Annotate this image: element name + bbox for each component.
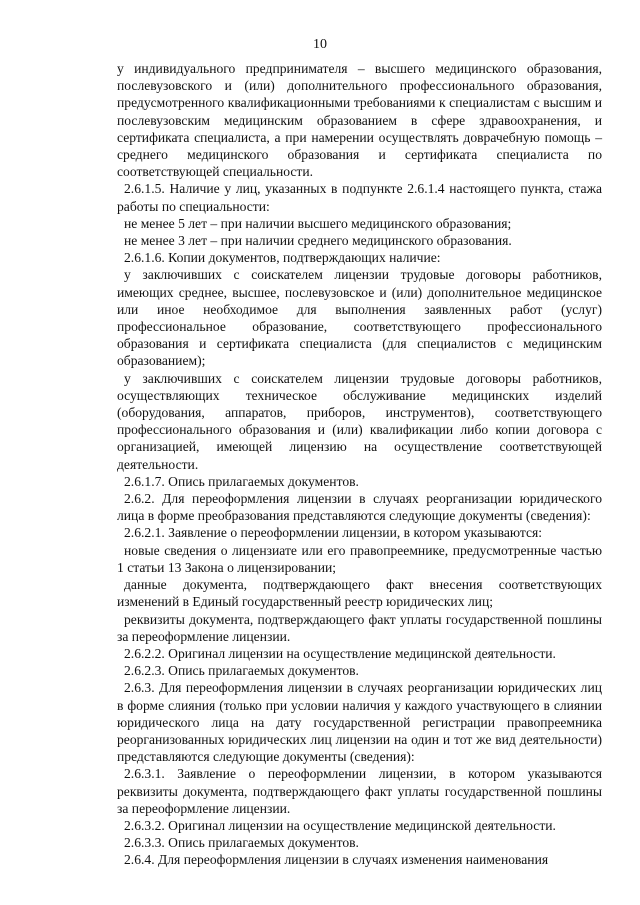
page-number: 10 [313, 37, 327, 52]
paragraph: новые сведения о лицензиате или его правопреемнике, предусмотренные частью 1 статьи 13 Закона о лицензировании; [117, 542, 602, 575]
paragraph: не менее 5 лет – при наличии высшего медицинского образования; [124, 215, 512, 231]
paragraph: 2.6.2. Для переоформления лицензии в случаях реорганизации юридического лица в форме преобразования представляются следующие документы (сведения): [117, 491, 602, 524]
paragraph: 2.6.3.3. Опись прилагаемых документов. [124, 835, 359, 851]
paragraph: 2.6.2.2. Оригинал лицензии на осуществление медицинской деятельности. [124, 645, 556, 661]
paragraph: у индивидуального предпринимателя – высшего медицинского образования, послевузовского и (или) дополнительного профессионального образования, предусмотренного квалификационными требованиями к специалистам с высшим и послевузовским медицинским образованием в сфере здравоохранения, и сертификата специалиста, а при намерении осуществлять доврачебную помощь – среднего медицинского образования и сертификата специалиста по соответствующей специальности. [117, 61, 602, 180]
paragraph: у заключивших с соискателем лицензии трудовые договоры работников, имеющих среднее, высшее, послевузовское и (или) дополнительное медицинское или иное необходимое для выполнения заявленных работ (услуг) профессиональное образование, соответствующего профессионального образования и сертификата специалиста (для специалистов с медицинским образованием); [117, 267, 602, 369]
paragraph: 2.6.1.6. Копии документов, подтверждающих наличие: [124, 250, 441, 266]
paragraph: у заключивших с соискателем лицензии трудовые договоры работников, осуществляющих техническое обслуживание медицинских изделий (оборудования, аппаратов, приборов, инструментов), соответствующего профессионального образования и (или) квалификации либо копии договора с организацией, имеющей лицензию на осуществление соответствующей деятельности. [117, 370, 602, 472]
paragraph: 2.6.3.2. Оригинал лицензии на осуществление медицинской деятельности. [124, 817, 556, 833]
paragraph: 2.6.2.3. Опись прилагаемых документов. [124, 663, 359, 679]
paragraph: не менее 3 лет – при наличии среднего медицинского образования. [124, 233, 512, 249]
paragraph: 2.6.3.1. Заявление о переоформлении лицензии, в котором указываются реквизиты документа, подтверждающего факт уплаты государственной пошлины за переоформление лицензии. [117, 766, 602, 816]
paragraph: 2.6.3. Для переоформления лицензии в случаях реорганизации юридических лиц в форме слияния (только при условии наличия у каждого участвующего в слиянии юридического лица на дату государственной регистрации правопреемника реорганизованных юридических лиц лицензии на один и тот же вид деятельности) представляются следующие документы (сведения): [117, 680, 602, 765]
paragraph: данные документа, подтверждающего факт внесения соответствующих изменений в Единый государственный реестр юридических лиц; [117, 577, 602, 610]
paragraph: 2.6.1.7. Опись прилагаемых документов. [124, 473, 359, 489]
paragraph: 2.6.4. Для переоформления лицензии в случаях изменения наименования [124, 852, 549, 868]
document-body [117, 60, 602, 869]
paragraph: реквизиты документа, подтверждающего факт уплаты государственной пошлины за переоформление лицензии. [117, 611, 602, 644]
paragraph: 2.6.1.5. Наличие у лиц, указанных в подпункте 2.6.1.4 настоящего пункта, стажа работы по специальности: [117, 181, 602, 214]
paragraph: 2.6.2.1. Заявление о переоформлении лицензии, в котором указываются: [124, 525, 543, 541]
